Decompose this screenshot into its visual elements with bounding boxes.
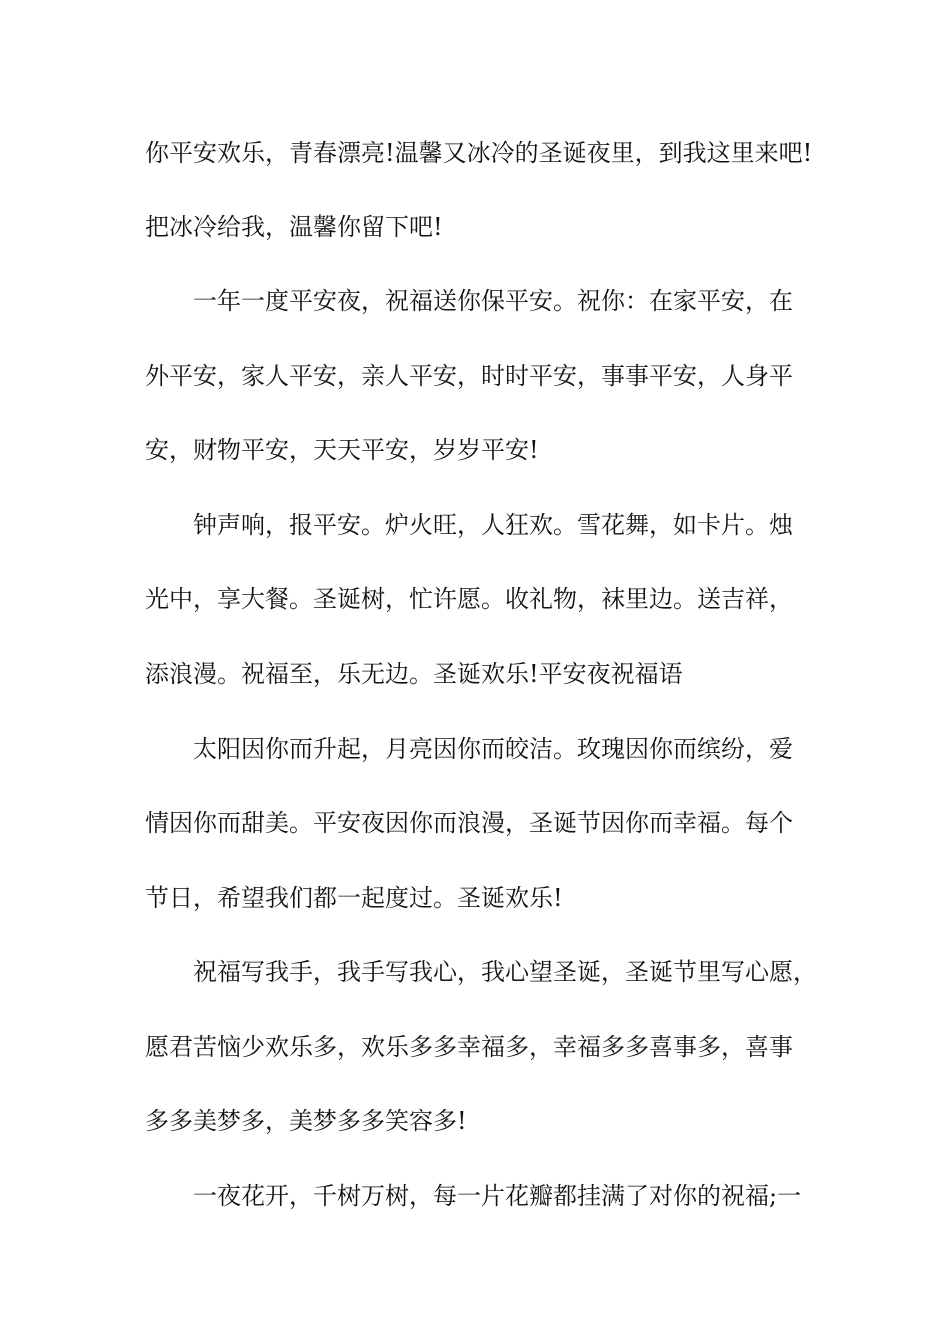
text-line: 安，财物平安，天天平安，岁岁平安! xyxy=(145,436,539,464)
paragraph-first-line: 钟声响，报平安。炉火旺，人狂欢。雪花舞，如卡片。烛 xyxy=(193,511,793,539)
paragraph-first-line: 一夜花开，千树万树，每一片花瓣都挂满了对你的祝福;一 xyxy=(193,1182,802,1210)
text-line: 节日，希望我们都一起度过。圣诞欢乐! xyxy=(145,884,563,912)
text-line: 外平安，家人平安，亲人平安，时时平安，事事平安，人身平 xyxy=(145,362,793,390)
text-line: 愿君苦恼少欢乐多，欢乐多多幸福多，幸福多多喜事多，喜事 xyxy=(145,1033,793,1061)
text-line: 添浪漫。祝福至，乐无边。圣诞欢乐!平安夜祝福语 xyxy=(145,660,683,688)
text-line: 多多美梦多，美梦多多笑容多! xyxy=(145,1107,467,1135)
text-line: 把冰冷给我，温馨你留下吧! xyxy=(145,213,443,241)
text-line: 你平安欢乐，青春漂亮!温馨又冰冷的圣诞夜里，到我这里来吧! xyxy=(145,139,813,167)
text-line: 光中，享大餐。圣诞树，忙许愿。收礼物，袜里边。送吉祥， xyxy=(145,585,793,613)
text-line: 情因你而甜美。平安夜因你而浪漫，圣诞节因你而幸福。每个 xyxy=(145,809,793,837)
paragraph-first-line: 祝福写我手，我手写我心，我心望圣诞，圣诞节里写心愿， xyxy=(193,958,817,986)
paragraph-first-line: 一年一度平安夜，祝福送你保平安。祝你：在家平安，在 xyxy=(193,287,793,315)
paragraph-first-line: 太阳因你而升起，月亮因你而皎洁。玫瑰因你而缤纷，爱 xyxy=(193,735,793,763)
